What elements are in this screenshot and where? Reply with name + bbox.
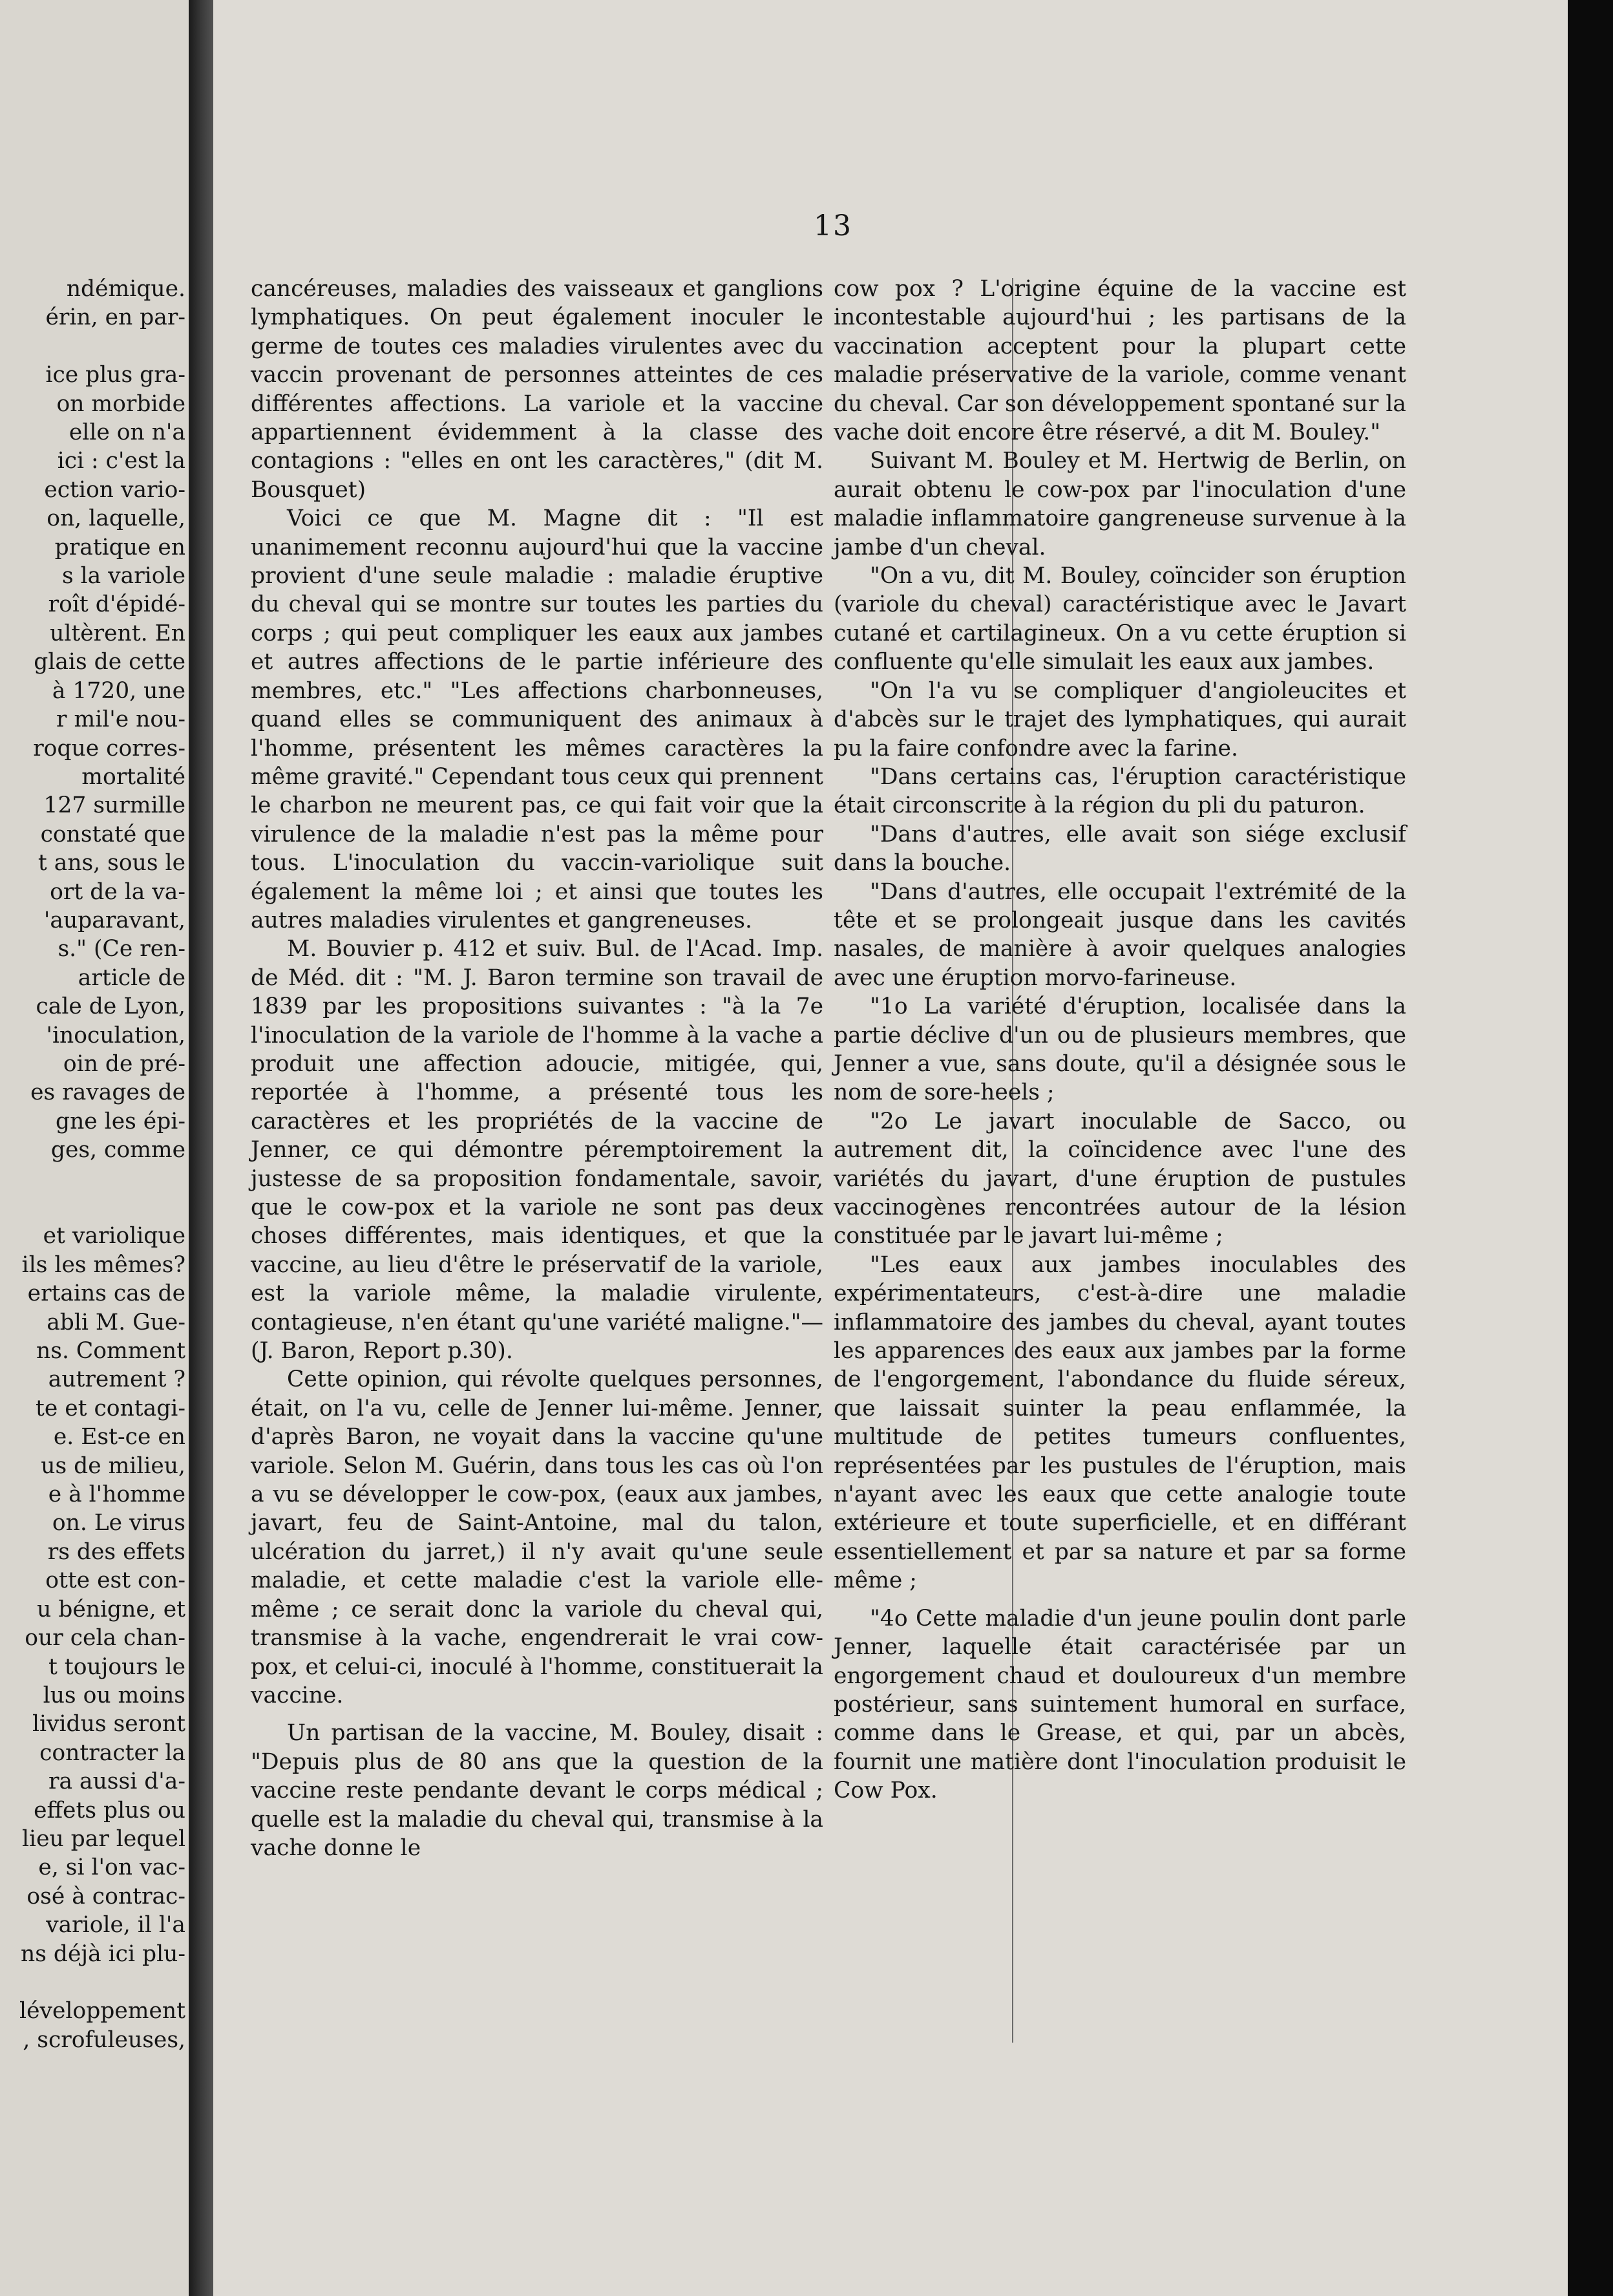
facing-page-line: oin de pré-	[63, 1050, 185, 1077]
paragraph: "2o Le javart inoculable de Sacco, ou autrement dit, la coïncidence avec l'une des variétés du javart, d'une éruption de pustules vaccinogènes rencontrées autour de la lésion constituée par le javart lui-même ;	[834, 1108, 1406, 1249]
facing-page-line	[0, 1968, 185, 1997]
facing-page-line	[0, 332, 185, 361]
facing-page-line: autrement ?	[48, 1366, 185, 1393]
facing-page-line: ges, comme	[50, 1137, 185, 1164]
facing-page-line: ici : c'est la	[57, 448, 185, 474]
paragraph: Un partisan de la vaccine, M. Bouley, disait : "Depuis plus de 80 ans que la question de la vaccine reste pendante devant le corps médical ; quelle est la maladie du cheval qui, transmise à la vache donne le	[251, 1720, 823, 1861]
facing-page-line	[0, 1165, 185, 1193]
facing-page-line: rs des effets	[47, 1538, 185, 1565]
facing-page-line: article de	[78, 964, 185, 991]
paragraph: cow pox ? L'origine équine de la vaccine est incontestable aujourd'hui ; les partisans de la vaccination acceptent pour la plupart cette maladie préservative de la variole, comme venant du cheval. Car son développement spontané sur la vache doit encore être réservé, a dit M. Bouley."	[834, 276, 1406, 446]
facing-page-text	[0, 275, 185, 2054]
facing-page-line: contracter la	[39, 1739, 185, 1766]
facing-page-line: ndémique.	[66, 276, 185, 302]
facing-page-line: roît d'épidé-	[48, 591, 185, 618]
facing-page-line: e. Est-ce en	[53, 1424, 185, 1451]
book-gutter	[189, 0, 215, 2296]
paragraph: "1o La variété d'éruption, localisée dans la partie déclive d'un ou de plusieurs membres, que Jenner a vue, sans doute, qu'il a désignée sous le nom de sore-heels ;	[834, 994, 1406, 1106]
facing-page-line: s." (Ce ren-	[58, 936, 185, 962]
facing-page-line: otte est con-	[45, 1568, 185, 1594]
facing-page-line: lieu par lequel	[22, 1825, 185, 1852]
facing-page-line: à 1720, une	[52, 677, 185, 704]
facing-page-line: e, si l'on vac-	[38, 1855, 185, 1881]
facing-page-line: t toujours le	[48, 1653, 185, 1680]
text-column-left	[251, 275, 823, 1862]
facing-page-line: lus ou moins	[43, 1682, 185, 1708]
facing-page-line: s la variole	[61, 563, 185, 590]
facing-page-line: gne les épi-	[55, 1108, 185, 1134]
facing-page-line: ection vario-	[44, 476, 185, 503]
facing-page-line: e à l'homme	[48, 1482, 185, 1508]
facing-page-line: ice plus gra-	[45, 362, 185, 388]
facing-page-fragment	[0, 0, 189, 2296]
facing-page-line	[0, 1193, 185, 1222]
paragraph: "Dans certains cas, l'éruption caractéristique était circonscrite à la région du pli du paturon.	[834, 763, 1406, 819]
facing-page-line: r mil'e nou-	[56, 707, 185, 733]
facing-page-line: roque corres-	[33, 735, 185, 761]
facing-page-line: glais de cette	[34, 649, 185, 675]
facing-page-line: abli M. Gue-	[47, 1309, 185, 1335]
facing-page-line: ra aussi d'a-	[48, 1769, 185, 1795]
facing-page-line: on. Le virus	[52, 1510, 185, 1536]
paragraph: Suivant M. Bouley et M. Hertwig de Berlin, on aurait obtenu le cow-pox par l'inoculation d'une maladie inflammatoire gangreneuse survenue à la jambe d'un cheval.	[834, 448, 1406, 560]
facing-page-line: on morbide	[56, 390, 185, 417]
facing-page-line: effets plus ou	[34, 1797, 185, 1823]
facing-page-line: us de milieu,	[41, 1452, 185, 1479]
facing-page-line: ns. Comment	[36, 1338, 185, 1365]
facing-page-line: constaté que	[40, 821, 185, 847]
facing-page-line: ort de la va-	[50, 878, 185, 905]
paragraph: "Dans d'autres, elle occupait l'extrémité de la tête et se prolongeait jusque dans les cavités nasales, de manière à avoir quelques analogies avec une éruption morvo-farineuse.	[834, 878, 1406, 991]
facing-page-line: lividus seront	[32, 1711, 185, 1738]
facing-page-line: pratique en	[54, 534, 185, 560]
facing-page-line: 127 surmille	[43, 792, 185, 819]
facing-page-line: es ravages de	[30, 1079, 185, 1106]
facing-page-line: léveloppement	[19, 1998, 185, 2025]
facing-page-line: érin, en par-	[45, 304, 185, 331]
page-number: 13	[814, 209, 852, 242]
facing-page-line: 'inoculation,	[46, 1022, 185, 1048]
facing-page-line: ultèrent. En	[50, 620, 185, 646]
facing-page-line: ertains cas de	[27, 1281, 185, 1307]
facing-page-line: osé à contrac-	[26, 1883, 185, 1909]
facing-page-line: on, laquelle,	[47, 505, 185, 532]
text-column-right	[834, 275, 1406, 1805]
paragraph: Cette opinion, qui révolte quelques personnes, était, on l'a vu, celle de Jenner lui-même. Jenner, d'après Baron, ne voyait dans la vaccine qu'une variole. Selon M. Guérin, dans tous les cas où l'on a vu se développer le cow-pox, (eaux aux jambes, javart, feu de Saint-Antoine, mal du talon, ulcération du jarret,) il n'y avait qu'une seule maladie, et cette maladie c'est la variole elle-même ; ce serait donc la variole du cheval qui, transmise à la vache, engendrerait le vrai cow-pox, et celui-ci, inoculé à l'homme, constituerait la vaccine.	[251, 1366, 823, 1708]
paragraph: "Dans d'autres, elle avait son siége exclusif dans la bouche.	[834, 821, 1406, 877]
facing-page-line: te et contagi-	[35, 1395, 185, 1421]
facing-page-line: et variolique	[43, 1223, 185, 1249]
paragraph: "On a vu, dit M. Bouley, coïncider son éruption (variole du cheval) caractéristique avec le Javart cutané et cartilagineux. On a vu cette éruption si confluente qu'elle simulait les eaux aux jambes.	[834, 563, 1406, 675]
facing-page-line: ils les mêmes?	[21, 1251, 185, 1278]
facing-page-line: variole, il l'a	[46, 1912, 185, 1939]
facing-page-line: t ans, sous le	[37, 850, 185, 877]
paragraph: Voici ce que M. Magne dit : "Il est unanimement reconnu aujourd'hui que la vaccine provient d'une seule maladie : maladie éruptive du cheval qui se montre sur toutes les parties du corps ; qui peut compliquer les eaux aux jambes et autres affections de le partie inférieure des membres, etc." "Les affections charbonneuses, quand elles se communiquent des animaux à l'homme, présentent les mêmes caractères la même gravité." Cependant tous ceux qui prennent le charbon ne meurent pas, ce qui fait voir que la virulence de la maladie n'est pas la même pour tous. L'inoculation du vaccin-variolique suit également la même loi ; et ainsi que toutes les autres maladies virulentes et gangreneuses.	[251, 505, 823, 933]
facing-page-line: elle on n'a	[69, 420, 185, 446]
facing-page-line: ns déjà ici plu-	[21, 1940, 185, 1967]
paragraph: "4o Cette maladie d'un jeune poulin dont parle Jenner, laquelle était caractérisée par un engorgement chaud et douloureux d'un membre postérieur, sans suintement humoral en surface, comme dans le Grease, et qui, par un abcès, fournit une matière dont l'inoculation produisit le Cow Pox.	[834, 1605, 1406, 1804]
facing-page-line: , scrofuleuses,	[23, 2026, 185, 2053]
scan-border	[1568, 0, 1613, 2296]
facing-page-line: cale de Lyon,	[36, 994, 185, 1020]
paragraph: cancéreuses, maladies des vaisseaux et ganglions lymphatiques. On peut également inoculer le germe de toutes ces maladies virulentes avec du vaccin provenant de personnes atteintes de ces différentes affections. La variole et la vaccine appartiennent évidemment à la classe des contagions : "elles en ont les caractères," (dit M. Bousquet)	[251, 276, 823, 503]
facing-page-line: our cela chan-	[25, 1625, 185, 1652]
paragraph: "Les eaux aux jambes inoculables des expérimentateurs, c'est-à-dire une maladie inflammatoire des jambes du cheval, ayant toutes les apparences des eaux aux jambes par la forme de l'engorgement, l'abondance du fluide séreux, que laissait suinter la peau enflammée, la multitude de petites tumeurs confluentes, représentées par les pustules de l'éruption, mais n'ayant avec les eaux que cette analogie toute extérieure et toute superficielle, et en différant essentiellement et par sa nature et par sa forme même ;	[834, 1251, 1406, 1594]
facing-page-line: mortalité	[81, 763, 185, 790]
book-page	[213, 0, 1613, 2296]
facing-page-line: 'auparavant,	[43, 907, 185, 933]
facing-page-line: u bénigne, et	[37, 1596, 185, 1622]
paragraph: M. Bouvier p. 412 et suiv. Bul. de l'Acad. Imp. de Méd. dit : "M. J. Baron termine son travail de 1839 par les propositions suivantes : "à la 7e l'inoculation de la variole de l'homme à la vache a produit une affection adoucie, mitigée, qui, reportée à l'homme, a présenté tous les caractères et les propriétés de la vaccine de Jenner, ce qui démontre péremptoirement la justesse de sa proposition fondamentale, savoir, que le cow-pox et la variole ne sont pas deux choses différentes, mais identiques, et que la vaccine, au lieu d'être le préservatif de la variole, est la variole même, la maladie virulente, contagieuse, n'en étant qu'une variété maligne."—(J. Baron, Report p.30).	[251, 936, 823, 1365]
paragraph: "On l'a vu se compliquer d'angioleucites et d'abcès sur le trajet des lymphatiques, qui aurait pu la faire confondre avec la farine.	[834, 677, 1406, 761]
